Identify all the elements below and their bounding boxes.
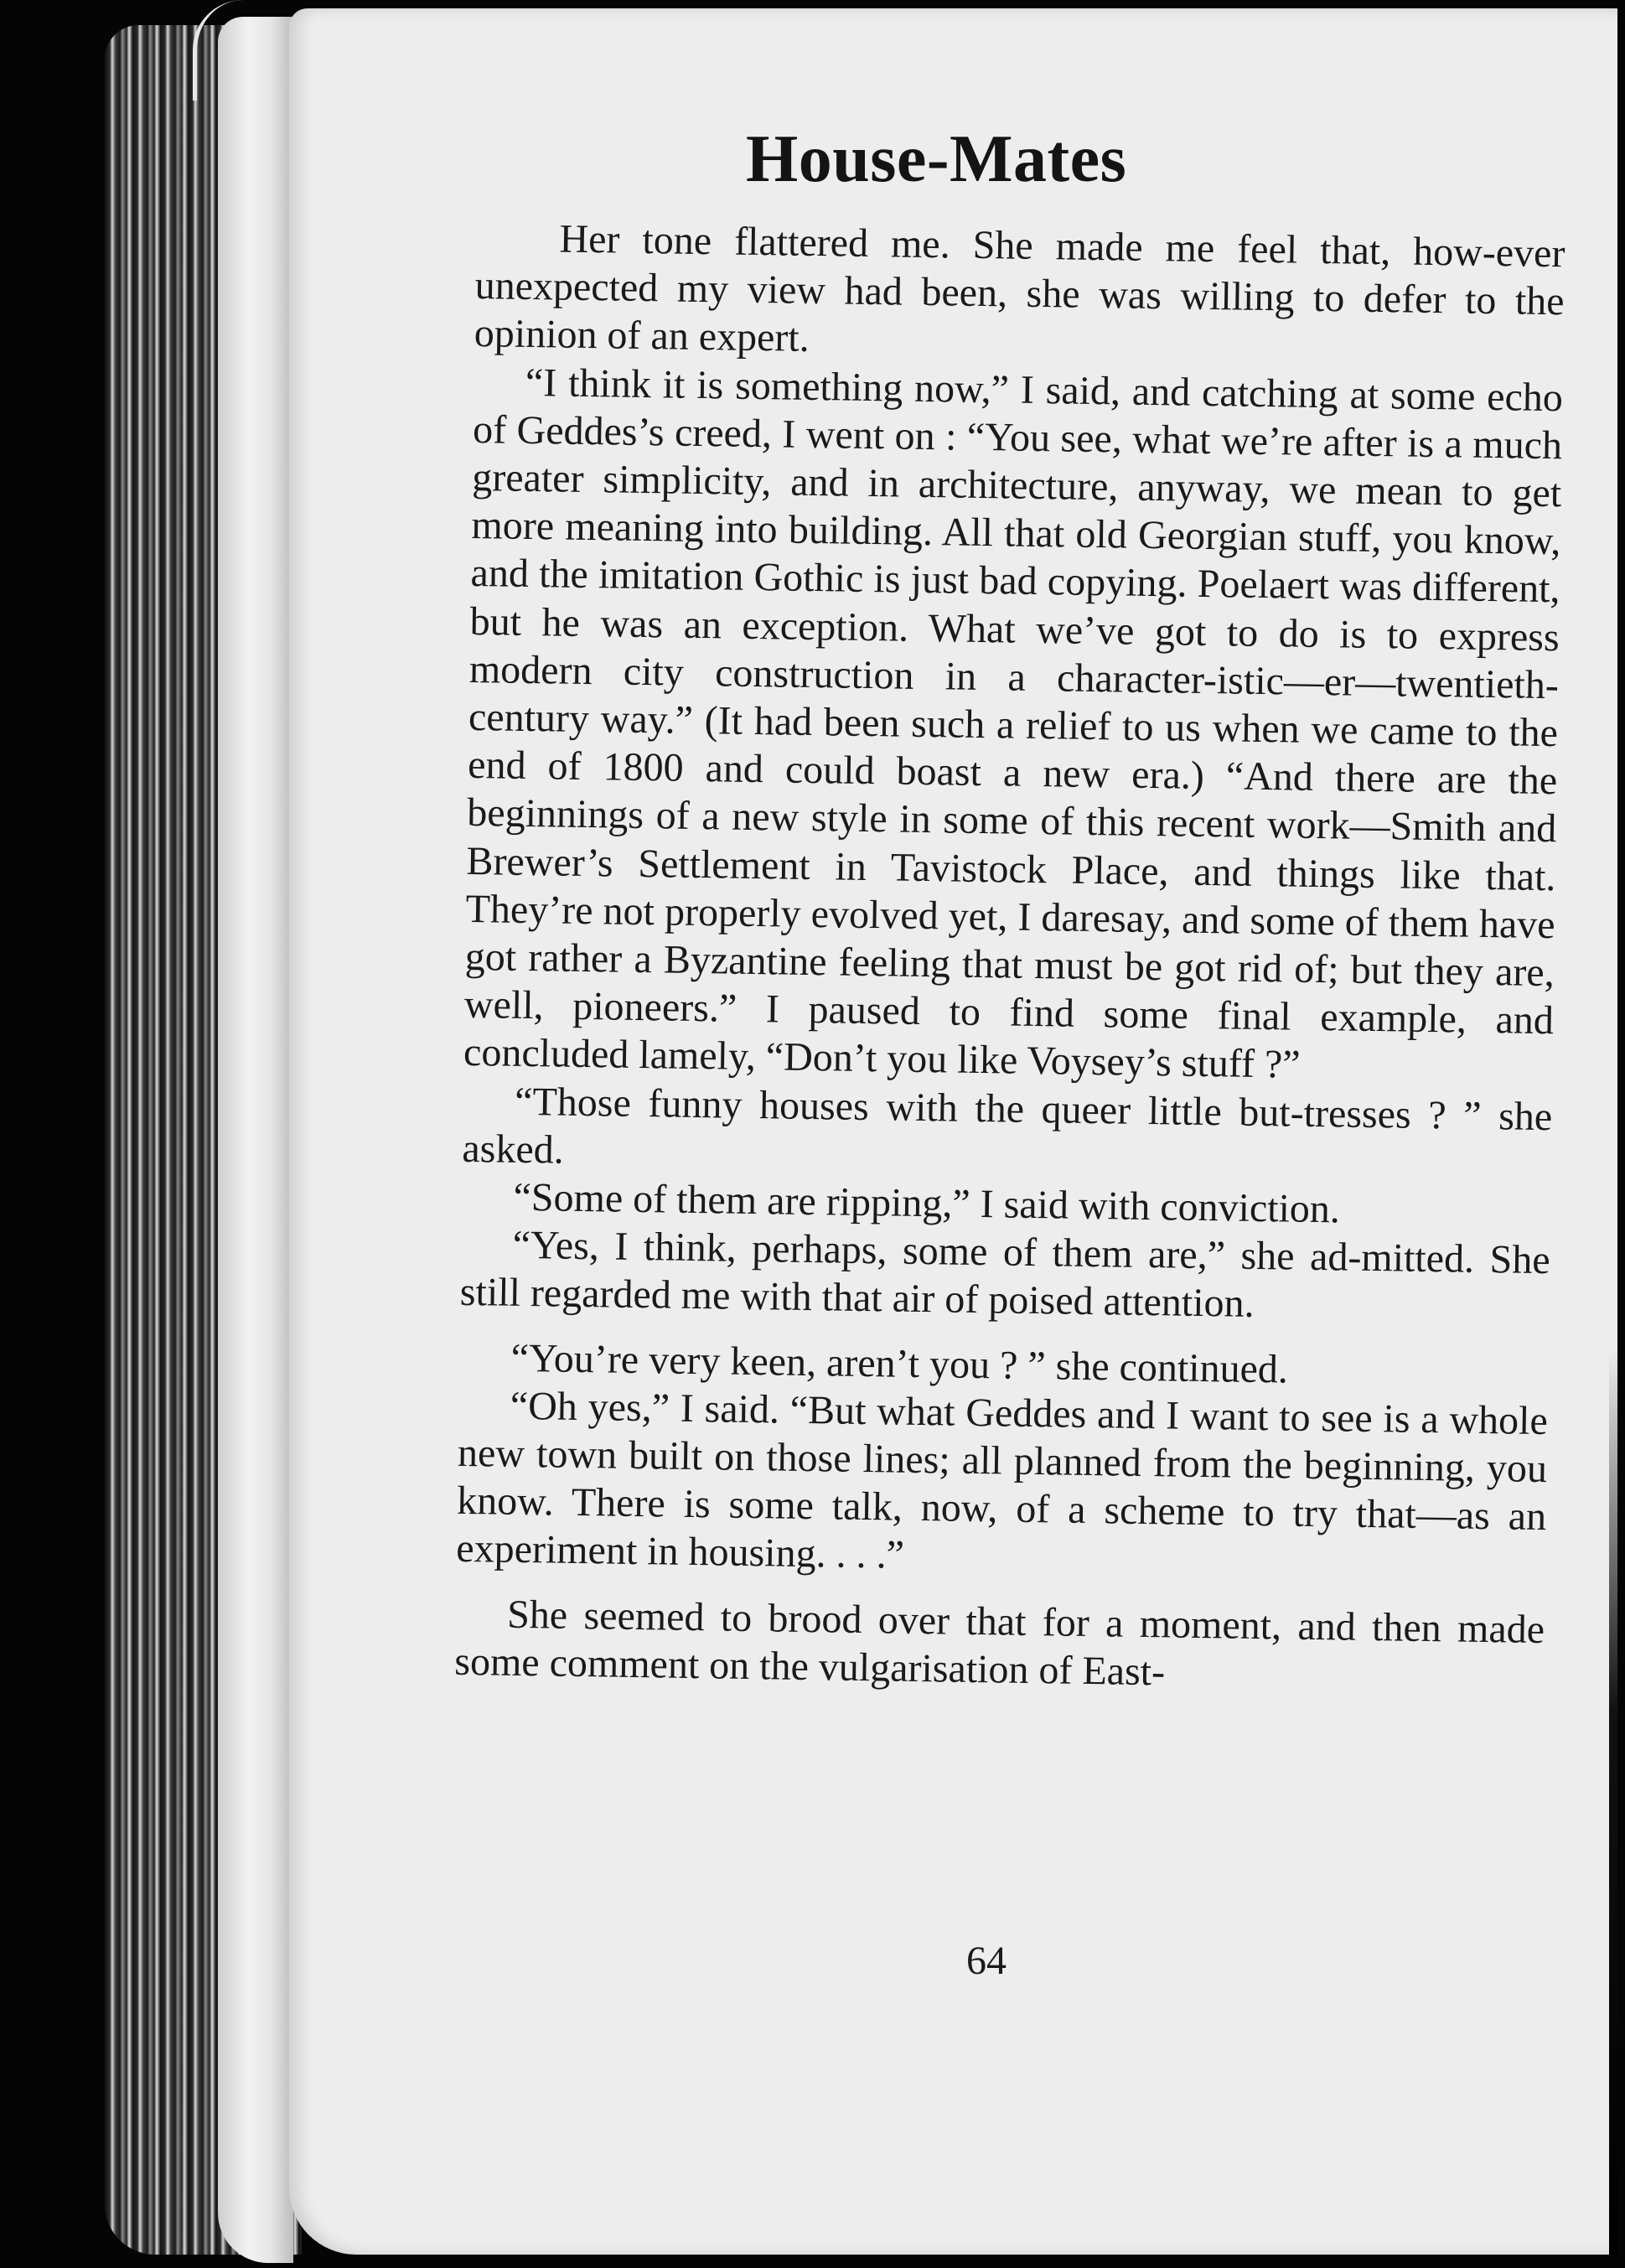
paragraph: “Yes, I think, perhaps, some of them are,” she ad-mitted. She still regarded me with that air of poised attention. — [459, 1223, 1551, 1327]
page-number: 64 — [966, 1939, 1007, 1983]
book-page — [289, 8, 1617, 2255]
page-curl — [193, 0, 247, 101]
body-text — [454, 214, 1565, 1701]
running-head: House-Mates — [746, 122, 1127, 196]
paragraph: Her tone flattered me. She made me feel that, how-ever unexpected my view had been, she was willing to defer to the opinion of an expert. — [474, 216, 1565, 361]
paragraph: “I think it is something now,” I said, and catching at some echo of Geddes’s creed, I went on : “You see, what we’re after is a much greater simplicity, and in architecture, anyway, we mean to get more meaning into building. All that old Georgian stuff, you know, and the imitation Gothic is just bad copying. Poelaert was different, but he was an exception. What we’ve got to do is to express modern city construction in a character-istic—er—twentieth-century way.” (It had been such a relief to us when we came to the end of 1800 and could boast a new era.) “And there are the beginnings of a new style in some of this recent work—Smith and Brewer’s Settlement in Tavistock Place, and things like that. They’re not properly evolved yet, I daresay, and some of them have got rather a Byzantine feeling that must be got rid of; but they are, well, pioneers.” I paused to find some final example, and concluded lamely, “Don’t you like Voysey’s stuff ?” — [463, 360, 1564, 1088]
paragraph: “Those funny houses with the queer little but-tresses ? ” she asked. — [462, 1079, 1553, 1173]
book-page-edge-highlight — [218, 17, 293, 2263]
paragraph: “Some of them are ripping,” I said with conviction. — [513, 1174, 1341, 1232]
paragraph: “Oh yes,” I said. “But what Geddes and I want to see is a whole new town built on those lines; all planned from the beginning, you know. There is some talk, now, of a scheme to try that—as an experiment in housing. . . .” — [455, 1383, 1549, 1578]
paragraph: She seemed to brood over that for a moment, and then made some comment on the vulgarisation of East- — [453, 1592, 1545, 1695]
paragraph: “You’re very keen, aren’t you ? ” she continued. — [510, 1335, 1289, 1392]
